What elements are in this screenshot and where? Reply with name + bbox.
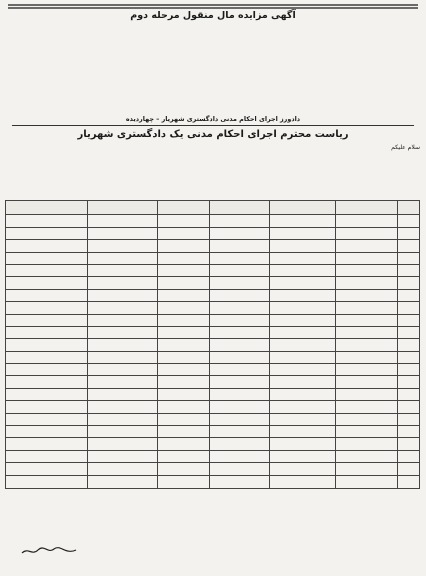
cell-serial-number bbox=[210, 289, 270, 301]
cell-item-name bbox=[336, 376, 398, 388]
header-item-name bbox=[336, 201, 398, 215]
cell-carton-count bbox=[158, 351, 210, 363]
cell-serial-number bbox=[210, 339, 270, 351]
cell-row-number bbox=[398, 289, 420, 301]
cell-carton-count bbox=[158, 364, 210, 376]
cell-unit-price bbox=[6, 240, 88, 252]
cell-carton-count bbox=[158, 277, 210, 289]
cell-brand bbox=[270, 388, 336, 400]
cell-unit-price bbox=[6, 438, 88, 450]
cell-carton-count bbox=[158, 326, 210, 338]
cell-unit-price bbox=[6, 326, 88, 338]
cell-item-name bbox=[336, 264, 398, 276]
cell-carton-count bbox=[158, 438, 210, 450]
cell-serial-number bbox=[210, 388, 270, 400]
table-row bbox=[6, 450, 420, 462]
cell-unit-price bbox=[6, 401, 88, 413]
cell-row-number bbox=[398, 413, 420, 425]
cell-row-number bbox=[398, 277, 420, 289]
cell-total-units bbox=[88, 326, 158, 338]
cell-carton-count bbox=[158, 215, 210, 227]
cell-row-number bbox=[398, 388, 420, 400]
cell-carton-count bbox=[158, 264, 210, 276]
cell-row-number bbox=[398, 351, 420, 363]
cell-carton-count bbox=[158, 227, 210, 239]
cell-total-units bbox=[88, 240, 158, 252]
notice-paragraph bbox=[6, 61, 420, 69]
cell-unit-price bbox=[6, 314, 88, 326]
cell-item-name bbox=[336, 277, 398, 289]
notice-paragraph bbox=[6, 23, 420, 31]
cell-carton-count bbox=[158, 339, 210, 351]
cell-total-units bbox=[88, 277, 158, 289]
cell-unit-price bbox=[6, 463, 88, 475]
cell-total-units bbox=[88, 302, 158, 314]
letter-paragraph bbox=[6, 175, 420, 183]
cell-brand bbox=[270, 314, 336, 326]
section-divider bbox=[12, 125, 414, 126]
table-row bbox=[6, 326, 420, 338]
cell-item-name bbox=[336, 463, 398, 475]
cell-unit-price bbox=[6, 302, 88, 314]
cell-carton-count bbox=[158, 240, 210, 252]
cell-serial-number bbox=[210, 351, 270, 363]
cell-unit-price bbox=[6, 339, 88, 351]
cell-brand bbox=[270, 413, 336, 425]
cell-row-number bbox=[398, 264, 420, 276]
cell-row-number bbox=[398, 450, 420, 462]
cell-brand bbox=[270, 339, 336, 351]
cell-unit-price bbox=[6, 364, 88, 376]
cell-serial-number bbox=[210, 463, 270, 475]
cell-item-name bbox=[336, 426, 398, 438]
header-unit-price bbox=[6, 201, 88, 215]
header-row-number bbox=[398, 201, 420, 215]
notice-body bbox=[6, 23, 420, 115]
cell-row-number bbox=[398, 302, 420, 314]
cell-unit-price bbox=[6, 252, 88, 264]
cell-unit-price bbox=[6, 450, 88, 462]
notice-paragraph bbox=[6, 77, 420, 85]
cell-row-number bbox=[398, 227, 420, 239]
cell-item-name bbox=[336, 252, 398, 264]
cell-item-name bbox=[336, 364, 398, 376]
cell-item-name bbox=[336, 326, 398, 338]
cell-total-units bbox=[88, 339, 158, 351]
cell-unit-price bbox=[6, 215, 88, 227]
cell-carton-count bbox=[158, 463, 210, 475]
cell-total-units bbox=[88, 351, 158, 363]
cell-total-units bbox=[88, 388, 158, 400]
table-row bbox=[6, 289, 420, 301]
cell-total-units bbox=[88, 264, 158, 276]
cell-carton-count bbox=[158, 252, 210, 264]
cell-row-number bbox=[398, 326, 420, 338]
notice-paragraph bbox=[6, 85, 420, 93]
cell-carton-count bbox=[158, 401, 210, 413]
total-cell-item-name bbox=[336, 475, 398, 488]
cell-serial-number bbox=[210, 264, 270, 276]
table-row bbox=[6, 314, 420, 326]
cell-unit-price bbox=[6, 388, 88, 400]
notice-paragraph bbox=[6, 38, 420, 46]
top-rule bbox=[8, 4, 418, 9]
cell-carton-count bbox=[158, 450, 210, 462]
cell-unit-price bbox=[6, 289, 88, 301]
cell-brand bbox=[270, 227, 336, 239]
cell-total-units bbox=[88, 215, 158, 227]
table-row bbox=[6, 339, 420, 351]
cell-serial-number bbox=[210, 401, 270, 413]
cell-row-number bbox=[398, 215, 420, 227]
table-row bbox=[6, 240, 420, 252]
notice-paragraph bbox=[6, 69, 420, 77]
cell-item-name bbox=[336, 339, 398, 351]
cell-row-number bbox=[398, 401, 420, 413]
total-cell-total-units bbox=[88, 475, 158, 488]
cell-total-units bbox=[88, 450, 158, 462]
notice-paragraph bbox=[6, 31, 420, 39]
table-row bbox=[6, 264, 420, 276]
cell-row-number bbox=[398, 426, 420, 438]
cell-carton-count bbox=[158, 426, 210, 438]
cell-brand bbox=[270, 277, 336, 289]
cell-item-name bbox=[336, 302, 398, 314]
table-total-row bbox=[6, 475, 420, 488]
cell-unit-price bbox=[6, 413, 88, 425]
cell-serial-number bbox=[210, 314, 270, 326]
cell-total-units bbox=[88, 401, 158, 413]
cell-total-units bbox=[88, 364, 158, 376]
cell-total-units bbox=[88, 289, 158, 301]
cell-brand bbox=[270, 302, 336, 314]
cell-serial-number bbox=[210, 227, 270, 239]
cell-row-number bbox=[398, 240, 420, 252]
total-cell-brand bbox=[270, 475, 336, 488]
table-row bbox=[6, 364, 420, 376]
letter-paragraph bbox=[6, 160, 420, 168]
cell-total-units bbox=[88, 314, 158, 326]
cell-brand bbox=[270, 463, 336, 475]
table-row bbox=[6, 413, 420, 425]
header-carton-count bbox=[158, 201, 210, 215]
cell-serial-number bbox=[210, 376, 270, 388]
salutation: سلام علیکم bbox=[391, 144, 420, 152]
table-row bbox=[6, 438, 420, 450]
total-cell-serial-number bbox=[210, 475, 270, 488]
total-cell-row-number bbox=[398, 475, 420, 488]
cell-serial-number bbox=[210, 450, 270, 462]
cell-item-name bbox=[336, 388, 398, 400]
cell-row-number bbox=[398, 376, 420, 388]
cell-serial-number bbox=[210, 215, 270, 227]
cell-row-number bbox=[398, 438, 420, 450]
notice-paragraph bbox=[6, 108, 420, 116]
cell-serial-number bbox=[210, 413, 270, 425]
cell-carton-count bbox=[158, 376, 210, 388]
cell-brand bbox=[270, 438, 336, 450]
footer bbox=[8, 560, 418, 572]
cell-serial-number bbox=[210, 364, 270, 376]
cell-serial-number bbox=[210, 426, 270, 438]
cell-unit-price bbox=[6, 426, 88, 438]
cell-item-name bbox=[336, 438, 398, 450]
cell-item-name bbox=[336, 289, 398, 301]
table-row bbox=[6, 401, 420, 413]
cell-carton-count bbox=[158, 413, 210, 425]
cell-carton-count bbox=[158, 302, 210, 314]
table-row bbox=[6, 302, 420, 314]
cell-total-units bbox=[88, 463, 158, 475]
cell-brand bbox=[270, 426, 336, 438]
total-cell-unit-price bbox=[6, 475, 88, 488]
table-row bbox=[6, 227, 420, 239]
notice-paragraph bbox=[6, 100, 420, 108]
cell-brand bbox=[270, 450, 336, 462]
table-row bbox=[6, 376, 420, 388]
cell-row-number bbox=[398, 314, 420, 326]
cell-item-name bbox=[336, 215, 398, 227]
cell-serial-number bbox=[210, 302, 270, 314]
cell-brand bbox=[270, 215, 336, 227]
letter-paragraph bbox=[6, 152, 420, 160]
header-brand bbox=[270, 201, 336, 215]
cell-total-units bbox=[88, 413, 158, 425]
notice-authority: دادورز اجرای احکام مدنی دادگستری شهریار – چهاردیده bbox=[125, 115, 301, 124]
cell-row-number bbox=[398, 463, 420, 475]
cell-total-units bbox=[88, 252, 158, 264]
notice-paragraph bbox=[6, 54, 420, 62]
total-cell-carton-count bbox=[158, 475, 210, 488]
cell-item-name bbox=[336, 413, 398, 425]
cell-total-units bbox=[88, 438, 158, 450]
cell-brand bbox=[270, 401, 336, 413]
letter-title: ریاست محترم اجرای احکام مدنی یک دادگستری شهریار bbox=[77, 129, 349, 141]
cell-carton-count bbox=[158, 388, 210, 400]
cell-row-number bbox=[398, 339, 420, 351]
cell-carton-count bbox=[158, 289, 210, 301]
cell-brand bbox=[270, 364, 336, 376]
cell-item-name bbox=[336, 450, 398, 462]
table-row bbox=[6, 277, 420, 289]
table-row bbox=[6, 388, 420, 400]
notice-paragraph bbox=[6, 92, 420, 100]
letter-paragraph bbox=[6, 183, 420, 191]
letter-paragraph bbox=[6, 191, 420, 199]
table-row bbox=[6, 215, 420, 227]
cell-brand bbox=[270, 264, 336, 276]
signature-mark bbox=[18, 544, 80, 558]
cell-brand bbox=[270, 326, 336, 338]
cell-brand bbox=[270, 252, 336, 264]
notice-paragraph bbox=[6, 46, 420, 54]
table-row bbox=[6, 351, 420, 363]
cell-item-name bbox=[336, 227, 398, 239]
letter-paragraph bbox=[6, 168, 420, 176]
cell-item-name bbox=[336, 401, 398, 413]
cell-unit-price bbox=[6, 227, 88, 239]
table-row bbox=[6, 463, 420, 475]
cell-brand bbox=[270, 376, 336, 388]
cell-unit-price bbox=[6, 351, 88, 363]
letter-body bbox=[6, 152, 420, 198]
cell-serial-number bbox=[210, 240, 270, 252]
table-header-row bbox=[6, 201, 420, 215]
table-row bbox=[6, 252, 420, 264]
cell-row-number bbox=[398, 364, 420, 376]
table-row bbox=[6, 426, 420, 438]
cell-serial-number bbox=[210, 326, 270, 338]
cell-total-units bbox=[88, 426, 158, 438]
cell-row-number bbox=[398, 252, 420, 264]
header-serial-number bbox=[210, 201, 270, 215]
cell-unit-price bbox=[6, 376, 88, 388]
cell-item-name bbox=[336, 240, 398, 252]
cell-unit-price bbox=[6, 264, 88, 276]
cell-serial-number bbox=[210, 252, 270, 264]
cell-brand bbox=[270, 351, 336, 363]
notice-title: آگهی مزایده مال منقول مرحله دوم bbox=[130, 10, 296, 21]
header-total-units bbox=[88, 201, 158, 215]
cell-brand bbox=[270, 289, 336, 301]
cell-serial-number bbox=[210, 438, 270, 450]
cell-total-units bbox=[88, 376, 158, 388]
cell-item-name bbox=[336, 351, 398, 363]
cell-total-units bbox=[88, 227, 158, 239]
cell-unit-price bbox=[6, 277, 88, 289]
cell-carton-count bbox=[158, 314, 210, 326]
cell-brand bbox=[270, 240, 336, 252]
cell-serial-number bbox=[210, 277, 270, 289]
cell-item-name bbox=[336, 314, 398, 326]
items-table bbox=[5, 200, 420, 488]
